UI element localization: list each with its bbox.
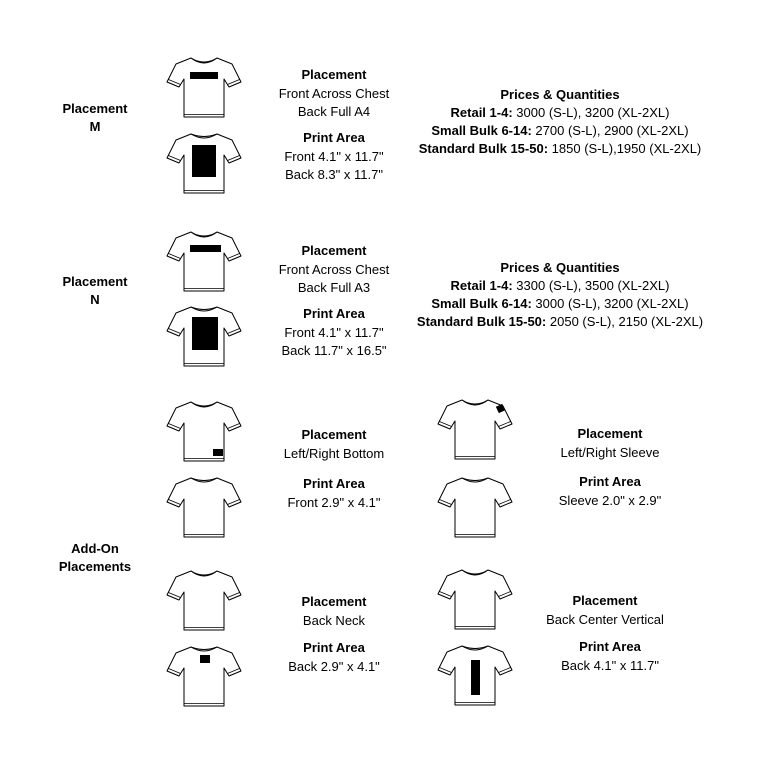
- price-row: Standard Bulk 15-50: 2050 (S-L), 2150 (XL-2XL): [416, 314, 704, 329]
- print-area-heading: Print Area: [303, 640, 365, 655]
- addon-neck-placement: [254, 593, 414, 630]
- print-area-heading: Print Area: [303, 130, 365, 145]
- addon-bottom-placement: [254, 426, 414, 463]
- print-area-heading: Print Area: [579, 639, 641, 654]
- print-area-value: Back 4.1" x 11.7": [561, 657, 659, 673]
- addon-vertical-print: [530, 638, 690, 675]
- addon-bottom-print: [254, 475, 414, 512]
- group-label-m-line1: Placement: [62, 101, 128, 116]
- print-area-heading: Print Area: [579, 474, 641, 489]
- print-area-back: Back 8.3" x 11.7": [285, 167, 383, 182]
- group-label-m-line2: M: [89, 119, 101, 134]
- placement-value: Back Center Vertical: [546, 611, 664, 627]
- placement-heading: Placement: [301, 594, 367, 609]
- placement-heading: Placement: [572, 593, 638, 608]
- print-area-back-full: [192, 317, 218, 350]
- print-area-front: Front 4.1" x 11.7": [284, 148, 384, 164]
- addon-neck-print: [254, 639, 414, 676]
- tshirt-back-icon: [164, 474, 244, 540]
- placement-heading: Placement: [301, 67, 367, 82]
- placement-back: Back Full A4: [297, 104, 371, 119]
- prices-heading: Prices & Quantities: [500, 260, 620, 275]
- price-row: Small Bulk 6-14: 2700 (S-L), 2900 (XL-2XL): [431, 123, 689, 138]
- group-label-addon-line2: Placements: [58, 559, 132, 574]
- tshirt-front-icon: [164, 567, 244, 633]
- tshirt-back-icon: [435, 642, 515, 708]
- print-area-back-full: [192, 145, 216, 177]
- print-area-front: Front 4.1" x 11.7": [284, 324, 384, 340]
- prices-n: [410, 259, 710, 331]
- print-area-value: Sleeve 2.0" x 2.9": [558, 492, 662, 508]
- prices-heading: Prices & Quantities: [500, 87, 620, 102]
- print-area-back: Back 11.7" x 16.5": [281, 343, 387, 358]
- placement-info-m: [254, 66, 414, 122]
- tshirt-front-icon: [435, 566, 515, 632]
- placement-front: Front Across Chest: [278, 85, 390, 101]
- print-area-heading: Print Area: [303, 306, 365, 321]
- price-row: Standard Bulk 15-50: 1850 (S-L),1950 (XL-2XL): [418, 141, 702, 156]
- group-label-n-line2: N: [90, 292, 100, 307]
- print-area-bottom: [213, 449, 223, 456]
- placement-info-n: [254, 242, 414, 298]
- tshirt-back-icon: [164, 643, 244, 709]
- price-row: Retail 1-4: 3000 (S-L), 3200 (XL-2XL): [450, 105, 670, 120]
- tshirt-front-icon: [164, 54, 244, 120]
- tshirt-back-icon: [164, 130, 244, 196]
- placement-value: Back Neck: [302, 612, 366, 628]
- print-area-front-chest: [190, 72, 218, 79]
- addon-sleeve-print: [530, 473, 690, 510]
- print-area-back-neck: [200, 655, 210, 663]
- print-area-back-vertical: [471, 660, 480, 695]
- print-area-info-m: [254, 129, 414, 185]
- placement-front: Front Across Chest: [278, 261, 390, 277]
- print-area-front-chest: [190, 245, 221, 252]
- price-row: Retail 1-4: 3300 (S-L), 3500 (XL-2XL): [450, 278, 670, 293]
- tshirt-front-icon: [435, 396, 515, 462]
- tshirt-back-icon: [164, 303, 244, 369]
- placement-value: Left/Right Sleeve: [560, 444, 660, 460]
- placement-back: Back Full A3: [297, 280, 371, 295]
- print-area-info-n: [254, 305, 414, 361]
- placement-heading: Placement: [577, 426, 643, 441]
- group-label-n: [35, 273, 155, 309]
- addon-sleeve-placement: [530, 425, 690, 462]
- placement-value: Left/Right Bottom: [283, 445, 385, 461]
- tshirt-back-icon: [435, 474, 515, 540]
- tshirt-front-icon: [164, 398, 244, 464]
- price-row: Small Bulk 6-14: 3000 (S-L), 3200 (XL-2XL): [431, 296, 689, 311]
- print-area-value: Front 2.9" x 4.1": [287, 494, 381, 510]
- print-area-heading: Print Area: [303, 476, 365, 491]
- prices-m: [410, 86, 710, 158]
- group-label-addon-line1: Add-On: [71, 541, 119, 556]
- group-label-n-line1: Placement: [62, 274, 128, 289]
- addon-vertical-placement: [525, 592, 685, 629]
- placement-heading: Placement: [301, 243, 367, 258]
- tshirt-front-icon: [164, 228, 244, 294]
- print-area-value: Back 2.9" x 4.1": [288, 658, 380, 674]
- placement-heading: Placement: [301, 427, 367, 442]
- group-label-m: [35, 100, 155, 136]
- group-label-addon: [35, 540, 155, 576]
